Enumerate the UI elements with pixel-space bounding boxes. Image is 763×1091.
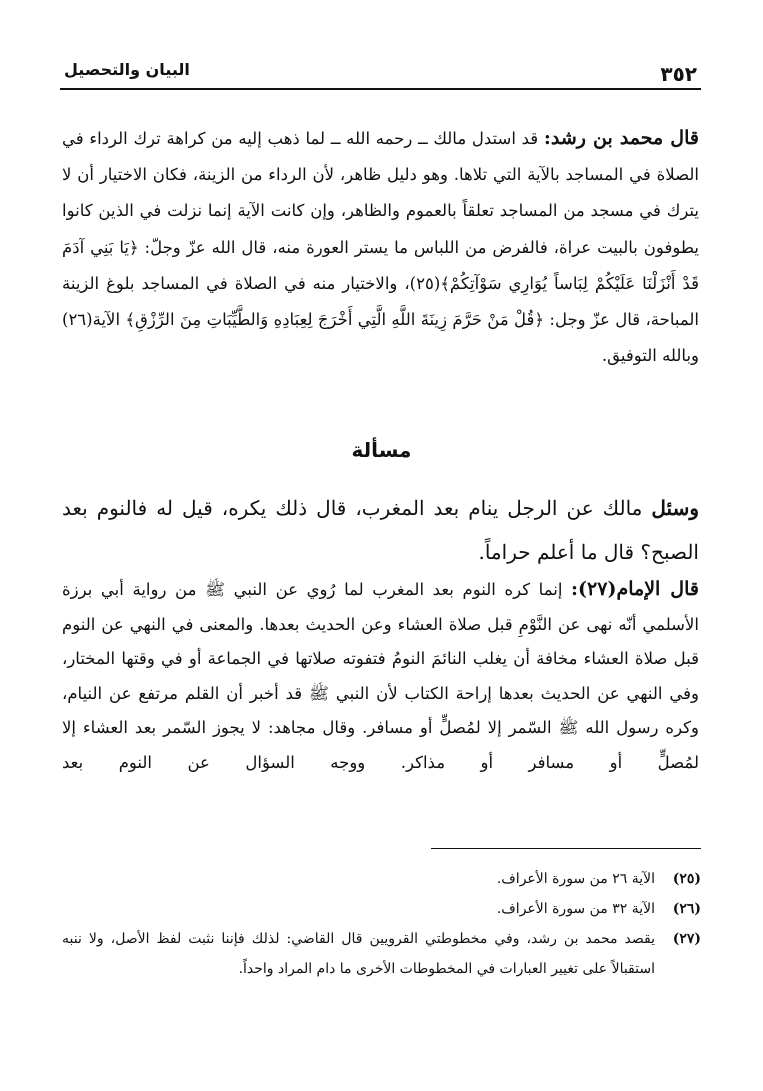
footnote-number: (٢٧) [672,931,701,947]
question-paragraph [62,486,699,574]
footnote-number: (٢٥) [672,871,701,887]
commentary-paragraph [62,120,699,374]
section-heading: مسألة [351,438,412,462]
commentary-text: قد استدل مالك ــ رحمه الله ــ لما ذهب إليه من كراهة ترك الرداء في الصلاة في المساجد بالآية التي تلاها. وهو دليل ظاهر، لأن الرداء من الزينة، فكان الاختيار أن لا يترك في مسجد من المساجد تعلقاً بالعموم والظاهر، وإن كانت الآية إنما نزلت في الذين كانوا يطوفون بالبيت عراة، فالفرض من اللباس ما يستر العورة منه، قال الله عزّ وجلّ: ﴿يَا بَنِي آدَمَ قَدْ أَنْزَلْنَا عَلَيْكُمْ لِبَاساً يُوَارِي سَوْآتِكُمْ﴾(٢٥)، والاختيار منه في الصلاة في المساجد بلوغ الزينة المباحة، قال عزّ وجل: ﴿قُلْ مَنْ حَرَّمَ زِينَةَ اللَّهِ الَّتِي أَخْرَجَ لِعِبَادِهِ وَالطَّيِّبَاتِ مِنَ الرِّزْقِ﴾ الآية(٢٦) وبالله التوفيق. [62,129,699,366]
imam-paragraph [62,572,699,781]
header-rule [60,88,701,90]
footnotes [62,864,701,984]
footnote-number: (٢٦) [672,901,701,917]
question-lead: وسئل [651,496,699,520]
footnote-text: يقصد محمد بن رشد، وفي مخطوطتي القرويين قال القاضي: لذلك فإننا نثبت لفظ الأصل، ولا ننبه استقبالاً على تغيير العبارات في المخطوطات الأخرى ما دام المراد واحداً. [62,931,655,977]
footnote [62,924,701,984]
footnote-rule [431,848,701,849]
question-text: مالك عن الرجل ينام بعد المغرب، قال ذلك يكره، قيل له فالنوم بعد الصبح؟ قال ما أعلم حراماً. [62,496,699,564]
footnote-text: الآية ٢٦ من سورة الأعراف. [496,871,655,887]
book-title: البيان والتحصيل [64,60,190,79]
page-number: ٣٥٢ [660,62,697,86]
footnote [62,894,701,924]
commentary-lead: قال محمد بن رشد: [543,127,699,149]
footnote [62,864,701,894]
imam-text: إنما كره النوم بعد المغرب لما رُوي عن النبي ﷺ من رواية أبي برزة الأسلمي أنّه نهى عن النَّوْمِ قبل صلاة العشاء وعن الحديث بعدها. والمعنى في النهي عن النوم قبل صلاة العشاء مخافة أن يغلب النائمَ النومُ فتفوته صلاتها في الجماعة أو في وقتها المختار، وفي النهي عن الحديث بعدها إراحة الكتاب لأن النبي ﷺ قد أخبر أن القلم مرتفع عن النيام، وكره رسول الله ﷺ السّمر إلا لمُصلٍّ أو مسافر. وقال مجاهد: لا يجوز السّمر بعد العشاء إلا لمُصلٍّ أو مسافر أو مذاكر. ووجه السؤال عن النوم بعد [62,580,699,772]
footnote-text: الآية ٣٢ من سورة الأعراف. [496,901,655,917]
imam-lead: قال الإمام(٢٧): [571,578,699,600]
